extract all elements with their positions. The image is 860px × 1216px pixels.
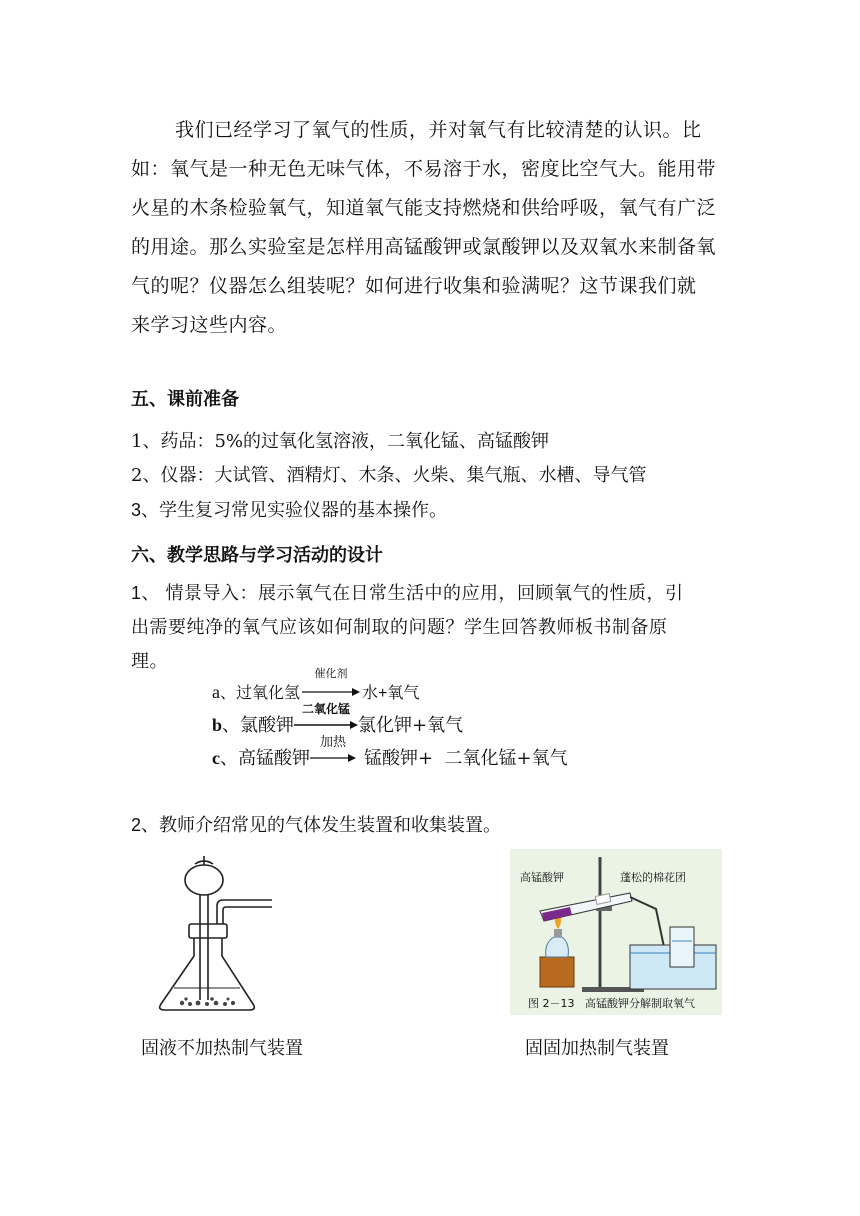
heating-apparatus-figure: [510, 849, 722, 1015]
left-figure-caption: 固液不加热制气装置: [141, 1038, 303, 1059]
reaction-arrow: [310, 735, 356, 769]
equation-c: [212, 735, 568, 770]
equation-products: 锰酸钾+ 二氧化锰+氧气: [364, 748, 568, 769]
arrow-icon: [302, 687, 360, 697]
reaction-condition: 二氧化锰: [302, 702, 351, 716]
section6-item2: 2、教师介绍常见的气体发生装置和收集装置。: [131, 815, 502, 835]
equation-products: 氯化钾+氧气: [358, 715, 464, 736]
intro-line: 我们已经学习了氧气的性质，并对氧气有比较清楚的认识。比: [175, 119, 702, 141]
equation-label: b: [212, 715, 223, 735]
arrow-icon: [294, 720, 358, 730]
right-figure-caption: 固固加热制气装置: [525, 1038, 669, 1059]
list-item: 2、仪器：大试管、酒精灯、木条、火柴、集气瓶、水槽、导气管: [131, 465, 647, 486]
equation-label: c: [212, 748, 220, 768]
intro-paragraph: [131, 111, 741, 345]
intro-line: 来学习这些内容。: [131, 314, 288, 336]
intro-line: 气的呢？仪器怎么组装呢？如何进行收集和验满呢？这节课我们就: [131, 275, 697, 297]
equation-reactant: 、氯酸钾: [222, 715, 295, 736]
section-heading-design: 六、教学思路与学习活动的设计: [131, 545, 383, 566]
list-item: 1、药品：5%的过氧化氢溶液，二氧化锰、高锰酸钾: [131, 431, 550, 452]
reaction-condition: 加热: [319, 735, 346, 750]
reaction-condition: 催化剂: [314, 668, 348, 680]
equation-reactant: 、过氧化氢: [220, 685, 301, 702]
reagent-label: 高锰酸钾: [520, 871, 564, 884]
erlenmeyer-flask-icon: [137, 852, 287, 1022]
intro-line: 如：氧气是一种无色无味气体，不易溶于水，密度比空气大。能用带: [131, 158, 717, 180]
intro-line: 的用途。那么实验室是怎样用高锰酸钾或氯酸钾以及双氧水来制备氧: [131, 236, 717, 258]
equation-reactant: 、高锰酸钾: [220, 748, 310, 769]
intro-line: 火星的木条检验氧气，知道氧气能支持燃烧和供给呼吸，氧气有广泛: [131, 197, 717, 219]
equation-label: a: [212, 682, 220, 702]
item1-line: 理。: [131, 651, 168, 671]
item1-line: 出需要纯净的氧气应该如何制取的问题？学生回答教师板书制备原: [131, 617, 668, 637]
figure-title: 图 2－13 高锰酸钾分解制取氧气: [528, 997, 695, 1010]
section-heading-preparation: 五、课前准备: [131, 389, 239, 410]
item1-line: 1、 情景导入：展示氧气在日常生活中的应用，回顾氧气的性质，引: [131, 583, 684, 603]
section6-item1: [131, 576, 741, 678]
flask-apparatus-figure: [137, 852, 287, 1022]
arrow-icon: [310, 753, 356, 763]
list-item: 3、学生复习常见实验仪器的基本操作。: [131, 500, 448, 520]
cotton-label: 蓬松的棉花团: [620, 871, 686, 884]
equation-products: 水+氧气: [362, 685, 420, 702]
